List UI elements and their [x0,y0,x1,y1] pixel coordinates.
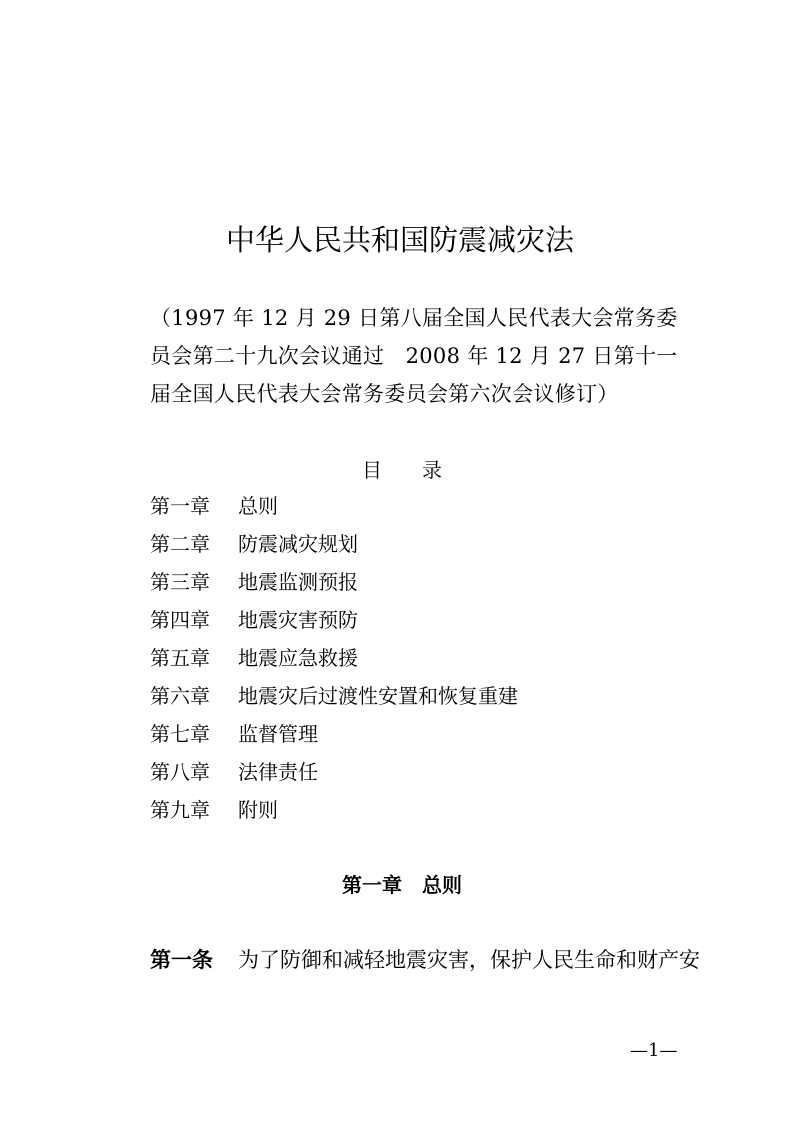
toc-chapter-title: 地震灾后过渡性安置和恢复重建 [238,684,518,708]
toc-chapter-number: 第九章 [150,798,210,822]
toc-item [150,604,358,633]
article-text: 为了防御和减轻地震灾害，保护人民生命和财产安 [238,948,700,972]
toc-chapter-number: 第五章 [150,646,210,670]
toc-item [150,718,318,747]
toc-item [150,642,358,671]
toc-chapter-number: 第二章 [150,532,210,556]
toc-item [150,756,318,785]
toc-chapter-title: 地震监测预报 [238,570,358,594]
chapter-heading: 第一章 总则 [342,873,462,897]
toc-chapter-title: 附则 [238,798,278,822]
document-title: 中华人民共和国防震减灾法 [225,223,574,257]
toc-chapter-number: 第七章 [150,722,210,746]
toc-chapter-title: 地震灾害预防 [238,608,358,632]
toc-chapter-title: 防震减灾规划 [238,532,358,556]
toc-item [150,490,278,519]
enactment-note-line: （1997 年 12 月 29 日第八届全国人民代表大会常务委 [150,306,678,330]
toc-chapter-number: 第三章 [150,570,210,594]
toc-chapter-number: 第六章 [150,684,210,708]
toc-chapter-title: 总则 [238,494,278,518]
toc-item [150,566,358,595]
toc-chapter-number: 第八章 [150,760,210,784]
toc-chapter-title: 监督管理 [238,722,318,746]
toc-item [150,794,278,823]
article-label: 第一条 [150,948,213,972]
article-paragraph [150,944,700,974]
toc-heading: 目 录 [362,458,442,482]
enactment-note-line: 员会第二十九次会议通过 2008 年 12 月 27 日第十一 [150,344,678,368]
toc-chapter-title: 法律责任 [238,760,318,784]
toc-chapter-number: 第四章 [150,608,210,632]
page-number: —1— [630,1040,678,1061]
toc-chapter-number: 第一章 [150,494,210,518]
toc-chapter-title: 地震应急救援 [238,646,358,670]
toc-item [150,680,518,709]
enactment-note-line: 届全国人民代表大会常务委员会第六次会议修订） [150,382,619,406]
toc-item [150,528,358,557]
